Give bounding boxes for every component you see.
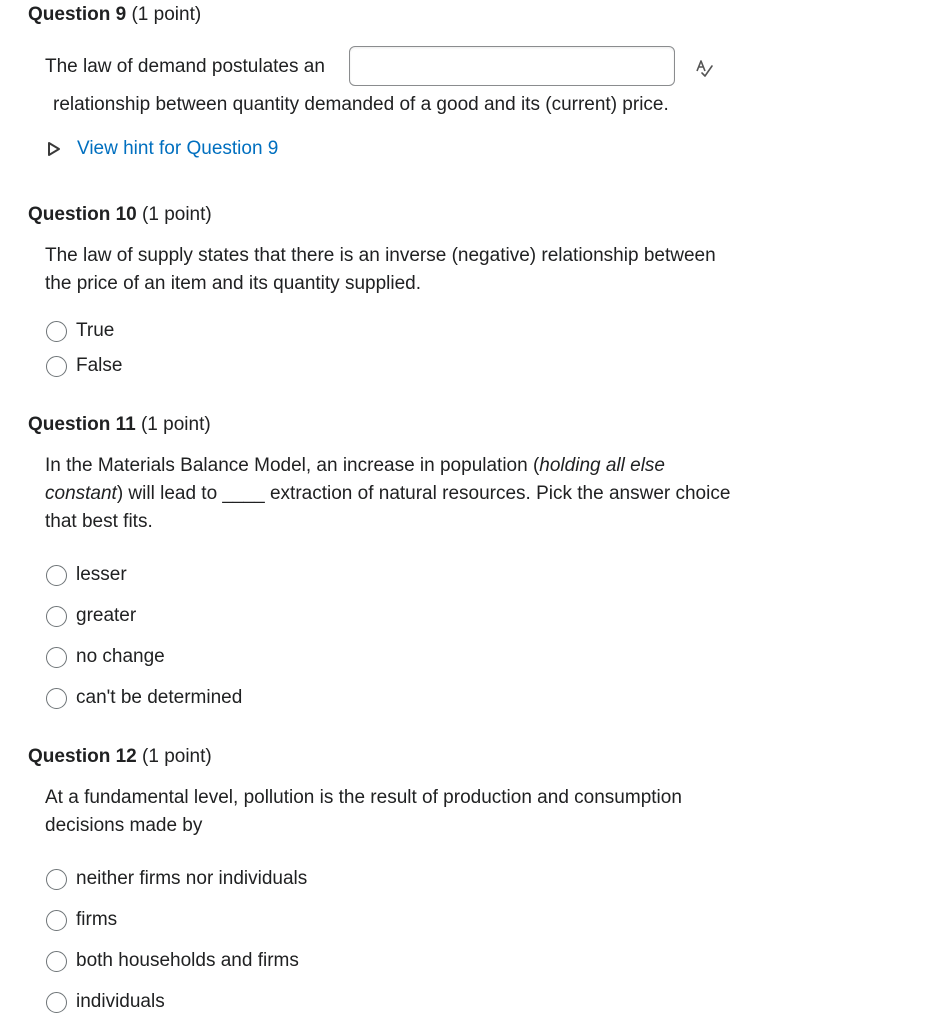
radio-button[interactable] [46,565,67,586]
radio-button[interactable] [46,951,67,972]
radio-button[interactable] [46,606,67,627]
radio-button[interactable] [46,910,67,931]
q11-option[interactable] [46,562,127,588]
radio-button[interactable] [46,321,67,342]
q12-option[interactable] [46,866,307,892]
question-number: Question 9 [28,4,127,25]
question-number: Question 11 [28,414,136,435]
q12-option[interactable] [46,989,165,1015]
expand-triangle-icon [47,141,61,157]
q9-text-after: relationship between quantity demanded of a good and its (current) price. [53,94,669,115]
option-label: no change [76,646,165,667]
question-points: (1 point) [142,204,212,225]
q10-text-line2: the price of an item and its quantity supplied. [45,273,422,294]
option-label: neither firms nor individuals [76,868,308,889]
q12-option[interactable] [46,907,117,933]
radio-button[interactable] [46,647,67,668]
question-number: Question 12 [28,746,137,767]
question-points: (1 point) [142,746,212,767]
q11-option[interactable] [46,603,136,629]
q10-option[interactable] [46,353,122,379]
question-points: (1 point) [131,4,202,25]
question-11-title [28,414,211,436]
option-label: firms [76,909,118,930]
q11-line1-plain: In the Materials Balance Model, an increase in population ( [45,455,540,476]
option-label: individuals [76,991,165,1012]
hint-toggle[interactable] [47,137,278,161]
question-12-title [28,746,212,768]
q11-text-line3: that best fits. [45,511,153,532]
q11-line2-plain: ) will lead to ____ extraction of natural resources. Pick the answer choice [116,483,731,504]
q11-text-line2 [45,480,730,508]
radio-button[interactable] [46,992,67,1013]
radio-button[interactable] [46,356,67,377]
q11-line2-italic: constant [45,483,117,504]
q11-option[interactable] [46,685,242,711]
question-points: (1 point) [140,414,211,435]
radio-button[interactable] [46,869,67,890]
q11-option[interactable] [46,644,165,670]
option-label: both households and firms [76,950,299,971]
q9-text-before: The law of demand postulates an [45,56,325,77]
option-label: greater [76,605,137,626]
question-9-title [28,4,201,26]
q11-line1-italic: holding all else [539,455,665,476]
option-label: False [76,355,123,376]
option-label: True [76,320,115,341]
q10-option[interactable] [46,318,114,344]
radio-button[interactable] [46,688,67,709]
q10-text-line1: The law of supply states that there is an inverse (negative) relationship between [45,245,716,266]
spellcheck-icon[interactable] [694,58,714,78]
q12-text-line1: At a fundamental level, pollution is the result of production and consumption [45,787,682,808]
q12-text-line2: decisions made by [45,815,203,836]
q11-text-line1 [45,452,665,480]
question-number: Question 10 [28,204,137,225]
fill-in-blank-input[interactable] [349,46,675,86]
option-label: can't be determined [76,687,243,708]
view-hint-link[interactable]: View hint for Question 9 [77,138,279,159]
question-10-title [28,204,212,226]
q12-option[interactable] [46,948,299,974]
option-label: lesser [76,564,127,585]
